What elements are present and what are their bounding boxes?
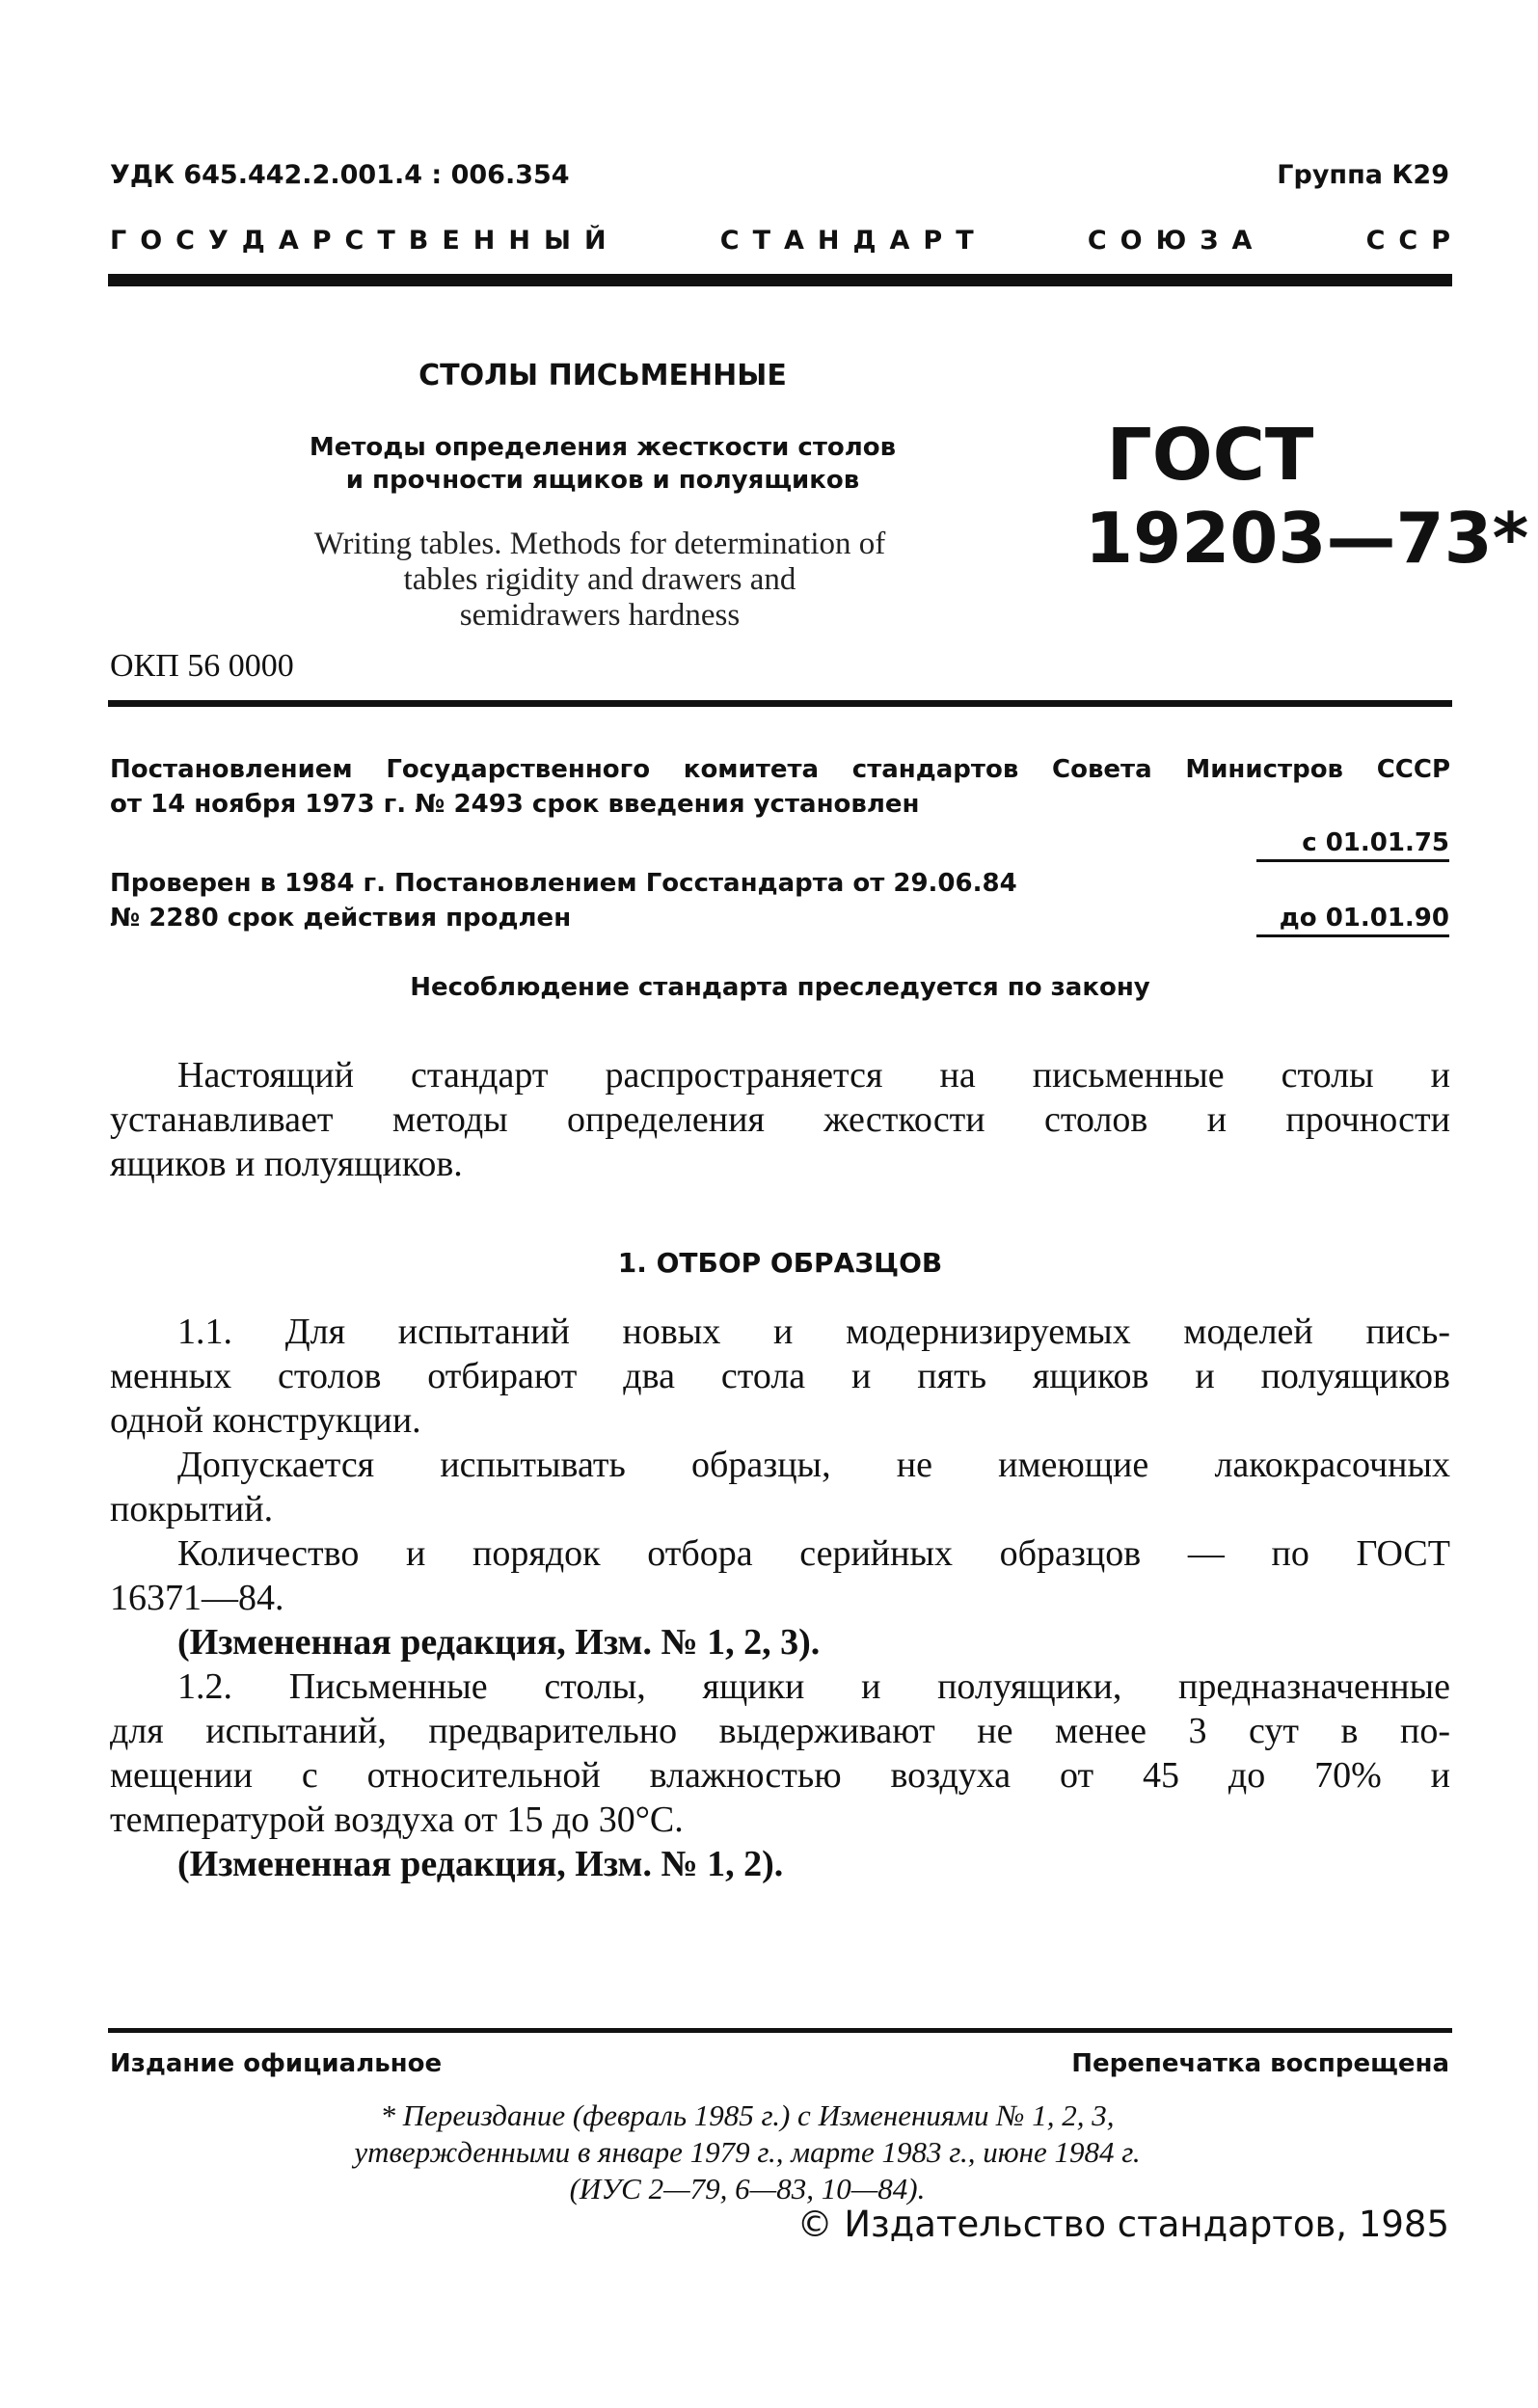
reissue-line: * Переиздание (февраль 1985 г.) с Изменениями № 1, 2, 3, [380, 2098, 1115, 2132]
reissue-note [193, 2097, 1302, 2207]
amendment-note: (Измененная редакция, Изм. № 1, 2, 3). [177, 1622, 821, 1663]
banner-word: СТАНДАРТ [719, 226, 987, 256]
intro-line: ящиков и полуящиков. [110, 1144, 463, 1184]
decree-check-line: № 2280 срок действия продлен [110, 904, 572, 933]
gost-number: 19203—73* [1085, 498, 1529, 579]
intro-line: устанавливает методы определения жесткости столов и прочности [110, 1099, 1450, 1140]
english-title-line: tables rigidity and drawers and [403, 562, 796, 597]
subtitle-line: Методы определения жесткости столов [309, 433, 897, 462]
body-line: 1.2. Письменные столы, ящики и полуящики, предназначенные [177, 1666, 1450, 1707]
decree-line: от 14 ноября 1973 г. № 2493 срок введения установлен [110, 790, 920, 819]
document-subtitle [217, 431, 988, 497]
decree-check-line: Проверен в 1984 г. Постановлением Госстандарта от 29.06.84 [110, 869, 1017, 898]
body-line: покрытий. [110, 1489, 274, 1529]
english-title [214, 527, 985, 634]
english-title-line: Writing tables. Methods for determination of [313, 527, 886, 561]
body-line: температурой воздуха от 15 до 30°С. [110, 1799, 684, 1840]
footer-rule [108, 2028, 1452, 2033]
reissue-line: утвержденными в январе 1979 г., марте 1983 г., июне 1984 г. [354, 2135, 1141, 2169]
reissue-line: (ИУС 2—79, 6—83, 10—84). [569, 2172, 926, 2205]
section1-body [110, 1310, 1450, 1886]
body-line: 16371—84. [110, 1578, 284, 1618]
body-line: для испытаний, предварительно выдерживают не менее 3 сут в по- [110, 1711, 1450, 1751]
english-title-line: semidrawers hardness [459, 598, 741, 633]
body-line: Количество и порядок отбора серийных образцов — по ГОСТ [177, 1533, 1450, 1574]
official-edition-label: Издание официальное [110, 2049, 443, 2078]
effective-from-date: с 01.01.75 [1256, 828, 1449, 862]
title-divider-rule [108, 700, 1452, 707]
header-thick-rule [108, 274, 1452, 286]
decree-line: Постановлением Государственного комитета стандартов Совета Министров СССР [110, 755, 1450, 784]
gost-label: ГОСТ [1106, 414, 1314, 497]
copyright-notice: © Издательство стандартов, 1985 [796, 2204, 1449, 2245]
law-notice: Несоблюдение стандарта преследуется по закону [410, 973, 1150, 1002]
banner-word: СОЮЗА [1087, 226, 1266, 256]
udk-code: УДК 645.442.2.001.4 : 006.354 [110, 160, 570, 190]
subtitle-line: и прочности ящиков и полуящиков [345, 466, 860, 495]
section-heading: 1. ОТБОР ОБРАЗЦОВ [617, 1247, 943, 1279]
state-standard-banner [110, 226, 1464, 256]
body-line: мещении с относительной влажностью воздуха от 45 до 70% и [110, 1755, 1450, 1796]
amendment-note: (Измененная редакция, Изм. № 1, 2). [177, 1844, 784, 1884]
banner-word: ССР [1365, 226, 1464, 256]
intro-paragraph [110, 1053, 1450, 1186]
body-line: одной конструкции. [110, 1400, 421, 1441]
banner-word: ГОСУДАРСТВЕННЫЙ [110, 226, 620, 256]
body-line: Допускается испытывать образцы, не имеющие лакокрасочных [177, 1445, 1450, 1485]
effective-to-date: до 01.01.90 [1256, 904, 1449, 937]
intro-line: Настоящий стандарт распространяется на письменные столы и [177, 1055, 1450, 1096]
group-code: Группа К29 [1277, 160, 1449, 190]
no-reprint-label: Перепечатка воспрещена [1071, 2049, 1449, 2078]
document-title: СТОЛЫ ПИСЬМЕННЫЕ [418, 359, 787, 392]
okp-code: ОКП 56 0000 [110, 648, 294, 684]
body-line: менных столов отбирают два стола и пять ящиков и полуящиков [110, 1356, 1450, 1396]
body-line: 1.1. Для испытаний новых и модернизируемых моделей пись- [177, 1312, 1450, 1352]
